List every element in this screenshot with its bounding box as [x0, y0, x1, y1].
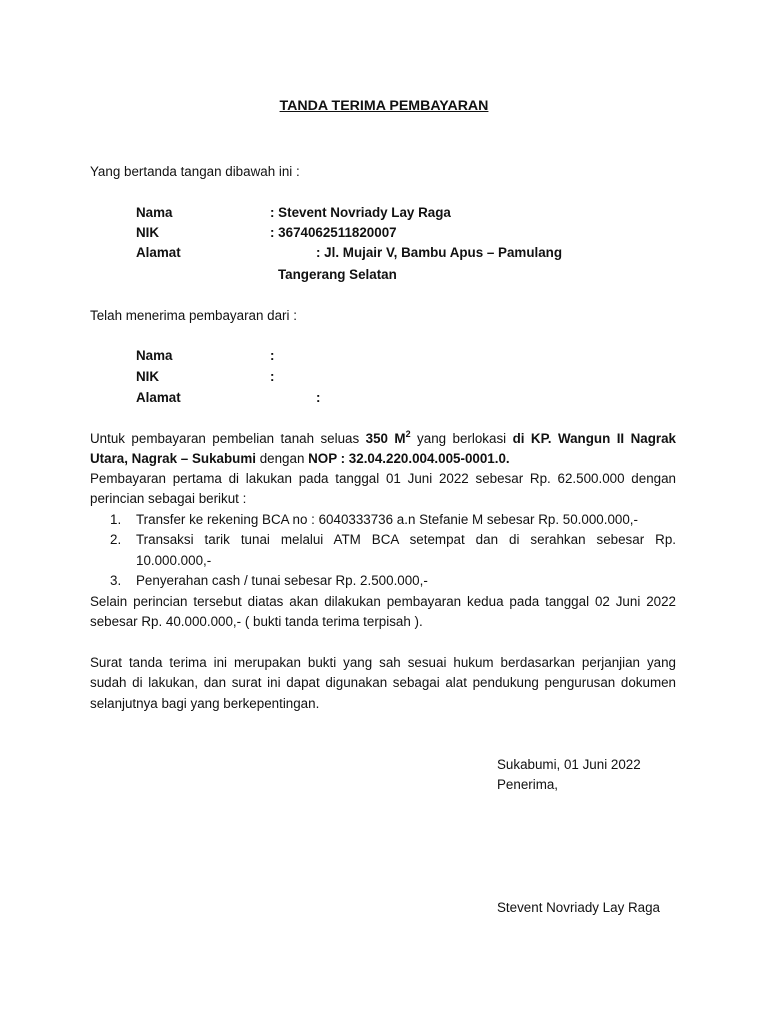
item-number: 2. — [110, 532, 122, 547]
signature-name: Stevent Novriady Lay Raga — [497, 900, 661, 915]
recipient-alamat-value: : Jl. Mujair V, Bambu Apus – Pamulang — [316, 245, 563, 260]
payer-nama-label: Nama — [136, 348, 173, 363]
payer-alamat-value: : — [316, 390, 321, 405]
paragraph-second-payment-line2: sebesar Rp. 40.000.000,- ( bukti tanda terima terpisah ). — [90, 614, 423, 629]
recipient-nik-value: : 3674062511820007 — [270, 225, 397, 240]
recipient-nama-value: : Stevent Novriady Lay Raga — [270, 205, 451, 220]
paragraph-validity-line2: sudah di lakukan, dan surat ini dapat digunakan sebagai alat pendukung pengurusan dokumen — [90, 675, 676, 690]
recipient-nama-label: Nama — [136, 205, 173, 220]
item-text: Transaksi tarik tunai melalui ATM BCA setempat dan di serahkan sebesar Rp. — [136, 532, 676, 547]
payer-alamat-label: Alamat — [136, 390, 181, 405]
recipient-alamat-label: Alamat — [136, 245, 181, 260]
recipient-nik-label: NIK — [136, 225, 160, 240]
intro-text: Yang bertanda tangan dibawah ini : — [90, 164, 300, 179]
signature-role: Penerima, — [497, 777, 559, 792]
paragraph-purchase-line2: Utara, Nagrak – Sukabumi dengan NOP : 32.04.220.004.005-0001.0. — [90, 451, 510, 466]
paragraph-validity-line1: Surat tanda terima ini merupakan bukti yang sah sesuai hukum berdasarkan perjanjian yang — [90, 655, 676, 670]
paragraph-first-payment-line2: perincian sebagai berikut : — [90, 491, 247, 506]
item-text-cont: 10.000.000,- — [136, 553, 212, 568]
payer-nama-value: : — [270, 348, 275, 363]
payer-nik-value: : — [270, 369, 275, 384]
item-number: 3. — [110, 573, 122, 588]
item-text: Transfer ke rekening BCA no : 6040333736 a.n Stefanie M sebesar Rp. 50.000.000,- — [136, 512, 638, 527]
paragraph-validity-line3: selanjutnya bagi yang berkepentingan. — [90, 696, 320, 711]
received-from-text: Telah menerima pembayaran dari : — [90, 308, 297, 323]
paragraph-first-payment-line1: Pembayaran pertama di lakukan pada tanggal 01 Juni 2022 sebesar Rp. 62.500.000 dengan — [90, 471, 676, 486]
signature-place-date: Sukabumi, 01 Juni 2022 — [497, 757, 641, 772]
recipient-alamat-value-cont: Tangerang Selatan — [278, 267, 397, 282]
item-text: Penyerahan cash / tunai sebesar Rp. 2.500.000,- — [136, 573, 428, 588]
paragraph-second-payment-line1: Selain perincian tersebut diatas akan dilakukan pembayaran kedua pada tanggal 02 Juni 2022 — [90, 594, 676, 609]
item-number: 1. — [110, 512, 122, 527]
paragraph-purchase-line1: Untuk pembayaran pembelian tanah seluas 350 $M^2$ yang berlokasi di KP. Wangun II Nagrak — [90, 429, 676, 446]
payer-nik-label: NIK — [136, 369, 160, 384]
document-title: TANDA TERIMA PEMBAYARAN — [279, 98, 489, 114]
